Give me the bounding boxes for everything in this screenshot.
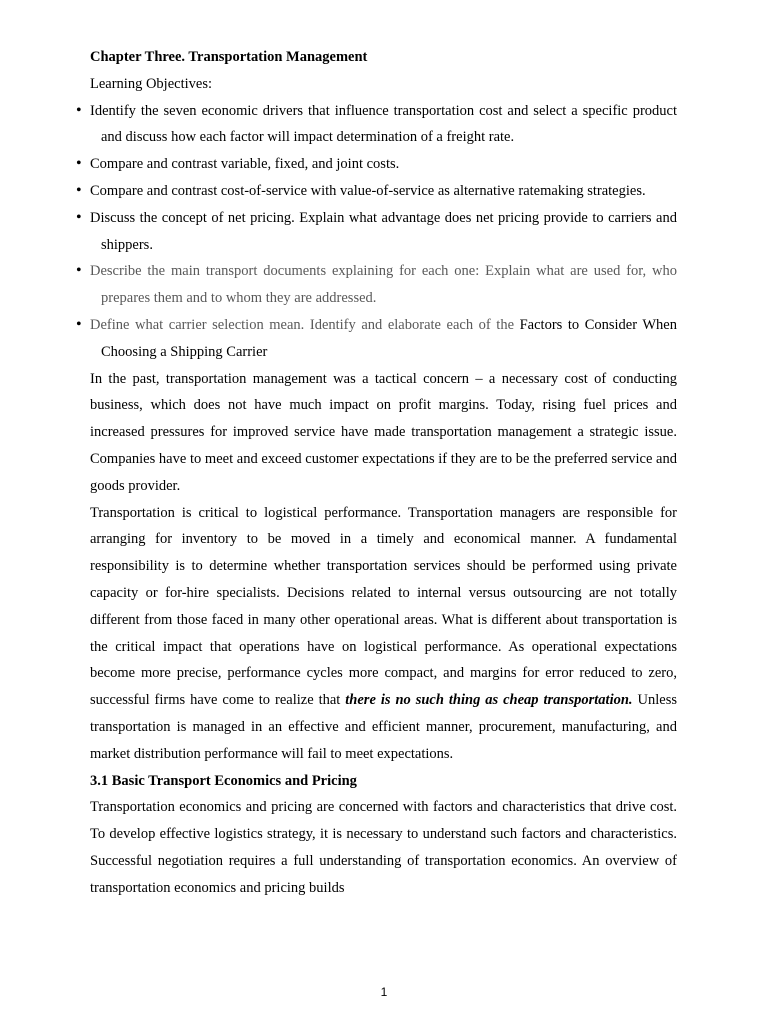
critical-paragraph-after: Unless transportation is managed in an effective and efficient manner, procurement, manufacturing, and market distribution performance will fail to meet expectations. xyxy=(90,692,677,762)
objective-item xyxy=(76,98,677,152)
critical-paragraph-emphasis: there is no such thing as cheap transportation. xyxy=(345,692,633,709)
objective-text: Identify the seven economic drivers that influence transportation cost and select a specific product and discuss how each factor will impact determination of a freight rate. xyxy=(90,102,677,146)
intro-paragraph: In the past, transportation management was a tactical concern – a necessary cost of conducting business, which does not have much impact on profit margins. Today, rising fuel prices and increased pressures for improved service have made transportation management a strategic issue. Companies have to meet and exceed customer expectations if they are to be the preferred service and goods provider. xyxy=(90,370,677,494)
objective-item xyxy=(76,205,677,259)
objective-item xyxy=(76,312,677,366)
objective-item xyxy=(76,178,677,205)
objective-text: Compare and contrast variable, fixed, and joint costs. xyxy=(90,156,400,173)
objective-text-dark: Factors to Consider When Choosing a Shipping Carrier xyxy=(101,316,677,360)
section-paragraph: Transportation economics and pricing are concerned with factors and characteristics that drive cost. To develop effective logistics strategy, it is necessary to understand such factors and characteristics. Successful negotiation requires a full understanding of transportation economics. An overview of transportation economics and pricing builds xyxy=(90,799,677,896)
critical-paragraph-before: Transportation is critical to logistical performance. Transportation managers are responsible for arranging for inventory to be moved in a timely and economical manner. A fundamental responsibility is to determine whether transportation services should be performed using private capacity or for-hire specialists. Decisions related to internal versus outsourcing are not totally different from those faced in many other operational areas. What is different about transportation is the critical impact that operations have on logistical performance. As operational expectations become more precise, performance cycles more compact, and margins for error reduced to zero, successful firms have come to realize that xyxy=(90,504,677,709)
bullet-icon: • xyxy=(76,101,82,119)
objectives-label: Learning Objectives: xyxy=(90,75,212,92)
objective-text: Compare and contrast cost-of-service with value-of-service as alternative ratemaking strategies. xyxy=(90,182,646,199)
bullet-icon: • xyxy=(76,181,82,199)
bullet-icon: • xyxy=(76,315,82,333)
chapter-title: Chapter Three. Transportation Management xyxy=(90,49,368,65)
objective-item xyxy=(76,258,677,312)
section-heading: 3.1 Basic Transport Economics and Pricing xyxy=(90,772,357,789)
page-content xyxy=(76,44,677,902)
objective-text: Describe the main transport documents explaining for each one: Explain what are used for, who prepares them and to whom they are addressed. xyxy=(90,263,677,307)
critical-paragraph xyxy=(90,500,677,768)
page-number: 1 xyxy=(380,985,388,999)
objective-text: Discuss the concept of net pricing. Explain what advantage does net pricing provide to carriers and shippers. xyxy=(90,209,677,253)
objective-text-gray: Define what carrier selection mean. Identify and elaborate each of the xyxy=(90,316,520,333)
bullet-icon: • xyxy=(76,155,82,173)
objectives-list xyxy=(76,98,677,366)
objective-item xyxy=(76,151,677,178)
bullet-icon: • xyxy=(76,208,82,226)
bullet-icon: • xyxy=(76,262,82,280)
